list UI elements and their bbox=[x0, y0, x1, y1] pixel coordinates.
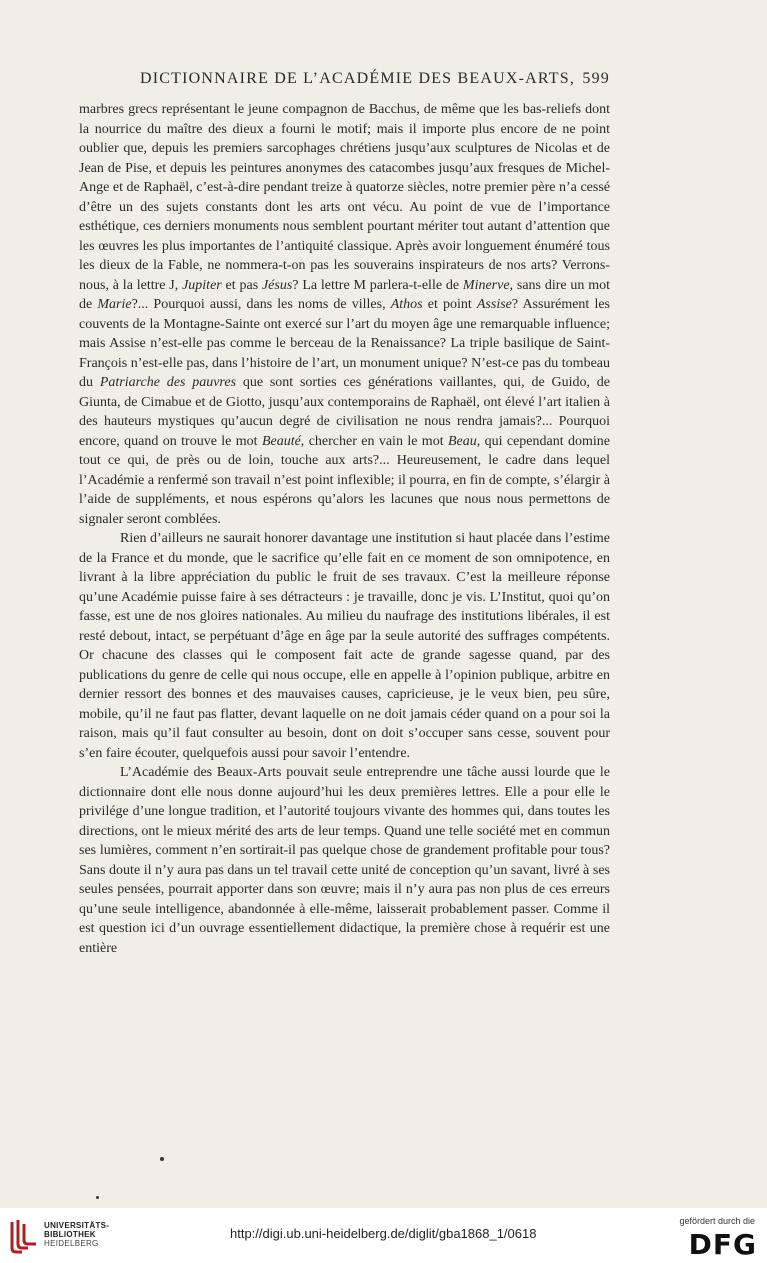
italic-term: Assise bbox=[476, 297, 512, 312]
text-run: ? La lettre M parlera-t-elle de bbox=[292, 277, 463, 293]
footer-bar bbox=[0, 1208, 767, 1263]
dfg-logo: DFG bbox=[688, 1228, 757, 1261]
italic-term: Beauté, bbox=[261, 433, 305, 449]
text-run: qui cependant domine tout ce qui, de près ou de loin, touche aux arts?... Heureusement, le cadre dans lequel l’Académie a renfermé son travail n’est point inflexible; il pourra, en fin de compte, s’élargir à l’aide de suppléments, et nous espérons qu’alors les lacunes que nous nous permettons de signaler seront comblées. bbox=[79, 433, 610, 527]
university-library-logo-icon bbox=[8, 1218, 40, 1254]
italic-term: Beau, bbox=[447, 433, 481, 449]
italic-term: Marie bbox=[97, 297, 132, 312]
text-run: et point bbox=[422, 297, 477, 312]
page-number: 599 bbox=[582, 70, 610, 87]
text-run: marbres grecs représentant le jeune compagnon de Bacchus, de même que les bas-reliefs dont la nourrice du maître des dieux a fourni le motif; mais il importe plus encore de ne point oublier que, depuis les premiers sarcophages chrétiens jusqu’aux sculptures de Nicolas et de Jean de Pise, et depuis les peintures anonymes des catacombes jusqu’aux fresques de Michel-Ange et de Raphaël, c’est-à-dire pendant treize à quatorze siècles, notre premier père n’a cessé d’être un des sujets constants dont les arts ont vécu. Au point de vue de l’importance esthétique, ces derniers monuments nous semblent pourtant mériter tout autant d’attention que les œuvres les plus importantes de l’antiquité classique. Après avoir longuement énuméré tous les dieux de la Fable, ne nommera-t-on pas les souverains inspirateurs de nos arts? Verrons-nous, à la lettre J, bbox=[79, 102, 610, 293]
italic-term: Jupiter bbox=[182, 277, 222, 293]
text-run: Rien d’ailleurs ne saurait honorer davantage une institution si haut placée dans l’estime de la France et du monde, que le sacrifice qu’elle fait en ce moment de son omnipotence, en livrant à la libre appréciation du public le fruit de ses travaux. C’est la meilleure réponse qu’une Académie puisse faire à ses détracteurs : je travaille, donc je vis. L’Institut, quoi qu’on fasse, est une de nos gloires nationales. Au milieu du naufrage des institutions libérales, il est resté debout, intact, se perpétuant d’âge en âge par la seule autorité des suffrages compétents. Or chacune des classes qui le composent fait acte de grande sagesse quand, par des publications du genre de celle qui nous occupe, elle en appelle à l’opinion publique, arbitre en dernier ressort des bonnes et des mauvaises causes, capricieuse, je le veux bien, peu sûre, mobile, qu’il ne faut pas flatter, devant laquelle on ne doit jamais céder quand on a pour soi la raison, mais qu’il faut consulter au besoin, dont on doit s’occuper sans cesse, souvent pour s’en faire écouter, quelquefois aussi pour savoir l’entendre. bbox=[79, 531, 610, 761]
paragraph bbox=[79, 763, 610, 958]
italic-term: Patriarche des pauvres bbox=[99, 375, 237, 390]
text-run: sans dire un mot de bbox=[79, 277, 610, 312]
library-line-1: UNIVERSITÄTS- bbox=[44, 1221, 110, 1230]
text-run: ?... Pourquoi aussi, dans les noms de villes, bbox=[131, 297, 391, 312]
library-line-3: HEIDELBERG bbox=[44, 1239, 99, 1248]
text-run: ? Assurément les couvents de la Montagne-Sainte ont exercé sur l’art du moyen âge une remarquable influence; mais Assise n’est-elle pas comme le berceau de la Renaissance? La triple basilique de Saint-François n’est-elle pas, dans l’histoire de l’art, un monument unique? N’est-ce pas du tombeau du bbox=[79, 297, 610, 390]
running-header bbox=[80, 70, 610, 90]
ink-speck bbox=[96, 1196, 99, 1199]
text-run: que sont sorties ces générations vaillantes, qui, de Guido, de Giunta, de Cimabue et de Giotto, jusqu’aux contemporains de Raphaël, ont élevé l’art italien à des hauteurs mystiques qu’aucun degré de civilisation ne nous rendra jamais?... Pourquoi encore, quand on trouve le mot bbox=[79, 375, 611, 449]
italic-term: Minerve, bbox=[462, 277, 514, 293]
permalink-url[interactable]: http://digi.ub.uni-heidelberg.de/diglit/gba1868_1/0618 bbox=[230, 1226, 537, 1241]
library-line-2: BIBLIOTHEK bbox=[44, 1230, 96, 1239]
paragraph bbox=[79, 529, 610, 763]
paragraph bbox=[79, 100, 610, 529]
body-text bbox=[79, 100, 610, 958]
text-run: L’Académie des Beaux-Arts pouvait seule entreprendre une tâche aussi lourde que le dictionnaire dont elle nous donne aujourd’hui les deux premières lettres. Elle a pour elle le privilége d’une longue tradition, et l’autorité toujours vivante des hommes qui, dans toutes les directions, ont le mieux mérité des arts de leur temps. Quand une telle société met en commun ses lumières, comment n’en sortirait-il pas quelque chose de grandement profitable pour tous? Sans doute il n’y aura pas dans un tel travail cette unité de conception qu’un savant, livré à ses seules pensées, pourrait apporter dans son œuvre; mais il n’y aura pas non plus de ces erreurs qu’une seule intelligence, abandonnée à elle-même, laisserait probablement passer. Comme il est question ici d’un ouvrage essentiellement didactique, la première chose à requérir est une entière bbox=[79, 765, 610, 956]
italic-term: Jésus bbox=[261, 277, 293, 293]
funder-caption: gefördert durch die bbox=[679, 1216, 755, 1226]
text-run: chercher en vain le mot bbox=[304, 433, 448, 449]
ink-speck bbox=[160, 1157, 164, 1161]
text-run: et pas bbox=[221, 277, 262, 293]
italic-term: Athos bbox=[390, 297, 423, 312]
library-name bbox=[44, 1221, 109, 1248]
running-title: DICTIONNAIRE DE L’ACADÉMIE DES BEAUX-ARTS, bbox=[140, 70, 576, 87]
